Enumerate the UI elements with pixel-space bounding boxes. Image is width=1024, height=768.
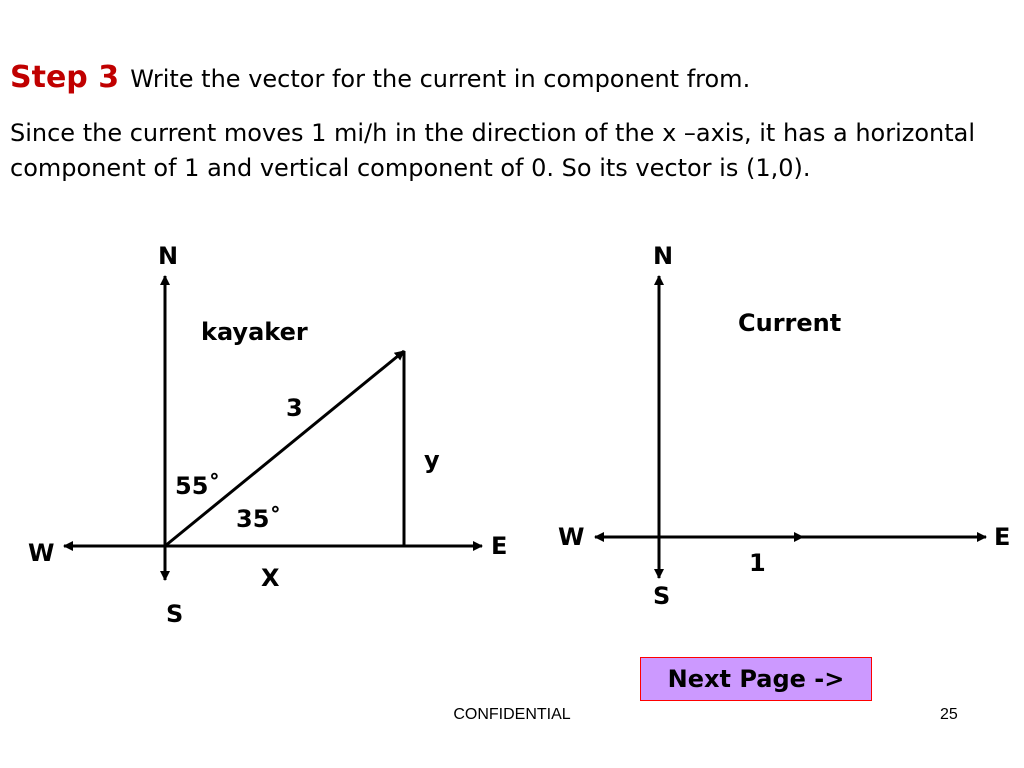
current-south-label: S — [653, 582, 671, 610]
kayaker-angle-55: 55˚ — [175, 472, 221, 500]
kayaker-title: kayaker — [201, 318, 308, 346]
page-number: 25 — [940, 706, 958, 723]
kayaker-angle-35: 35˚ — [236, 505, 282, 533]
kayaker-hypotenuse-label: 3 — [286, 394, 303, 422]
current-west-label: W — [558, 523, 585, 551]
current-title: Current — [738, 309, 842, 337]
explanation-paragraph: Since the current moves 1 mi/h in the direction of the x –axis, it has a horizontal component of 1 and vertical component of 0. So its vector is (1,0). — [10, 119, 976, 182]
kayaker-east-label: E — [491, 532, 508, 560]
kayaker-diagram — [28, 242, 507, 628]
kayaker-west-label: W — [28, 539, 55, 567]
next-page-button[interactable]: Next Page -> — [640, 657, 872, 701]
current-east-label: E — [994, 523, 1011, 551]
kayaker-south-label: S — [166, 600, 184, 628]
kayaker-horizontal-label: X — [261, 564, 280, 592]
kayaker-vertical-label: y — [424, 446, 440, 474]
current-diagram — [558, 242, 1010, 610]
step-label: Step 3 — [10, 60, 120, 95]
current-north-label: N — [653, 242, 674, 270]
step-instruction: Write the vector for the current in component from. — [130, 65, 751, 93]
kayaker-north-label: N — [158, 242, 179, 270]
confidential-footer: CONFIDENTIAL — [453, 706, 571, 723]
current-vector-label: 1 — [749, 549, 766, 577]
kayaker-velocity-vector — [165, 351, 404, 546]
